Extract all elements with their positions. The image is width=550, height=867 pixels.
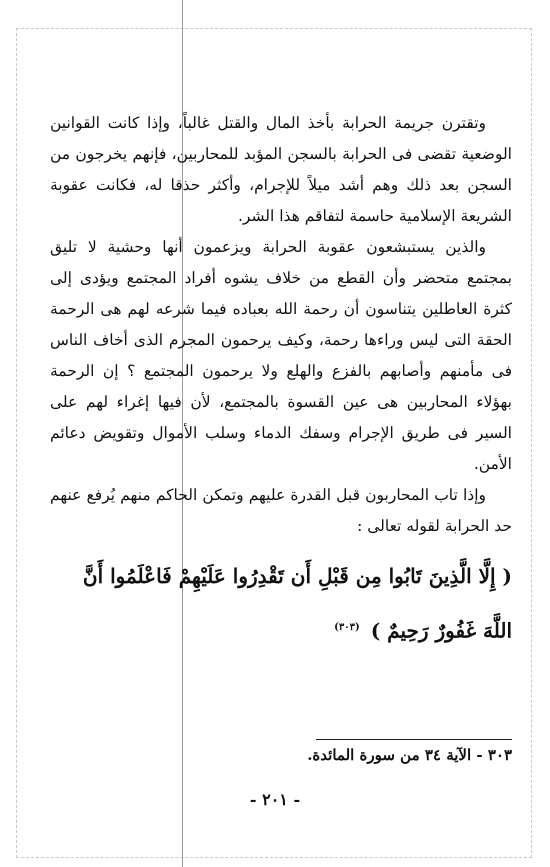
paragraph-2: والذين يستبشعون عقوبة الحرابة ويزعمون أنها وحشية لا تليق بمجتمع متحضر وأن القطع من خلاف يشوه أفراد المجتمع ويؤدى إلى كثرة العاطلين يتناسون أن رحمة الله بعباده فيما شرعه لهم هى الرحمة الحقة التى ليس وراءها رحمة، وكيف يرحمون المجرم الذى أخاف الناس فى مأمنهم وأصابهم بالفزع والهلع ولا يرحمون المجتمع ؟ إن الرحمة بهؤلاء المحاربين هى عين القسوة بالمجتمع، لأن فيها إغراء لهم على السير فى طريق الإجرام وسفك الدماء وسلب الأموال وتقويض دعائم الأمن.	[50, 238, 512, 473]
verse-footnote-marker: (٣٠٣)	[334, 622, 360, 633]
page-content	[50, 108, 512, 657]
page-number: - ٢٠١ -	[249, 790, 301, 809]
paragraph-1: وتقترن جريمة الحرابة بأخذ المال والقتل غالباً، وإذا كانت القوانين الوضعية تقضى فى الحرابة بالسجن المؤبد للمحاربين، فإنهم يخرجون من السجن بعد ذلك وهم أشد ميلاً للإجرام، وأكثر حذقا له، فكانت عقوبة الشريعة الإسلامية حاسمة لتفاقم هذا الشر.	[50, 114, 512, 225]
footnote: ٣٠٣ - الآية ٣٤ من سورة المائدة.	[307, 746, 512, 764]
paragraph-3: وإذا تاب المحاربون قبل القدرة عليهم وتمكن الحاكم منهم يُرفع عنهم حد الحرابة لقوله تعالى :	[50, 486, 512, 535]
quran-verse	[50, 550, 512, 657]
footnote-divider	[316, 739, 512, 740]
verse-text: ( إِلَّا الَّذِينَ تَابُوا مِن قَبْلِ أَن تَقْدِرُوا عَلَيْهِمْ فَاعْلَمُوا أَنَّ اللَّهَ غَفُورٌ رَحِيمٌ )	[82, 564, 512, 643]
